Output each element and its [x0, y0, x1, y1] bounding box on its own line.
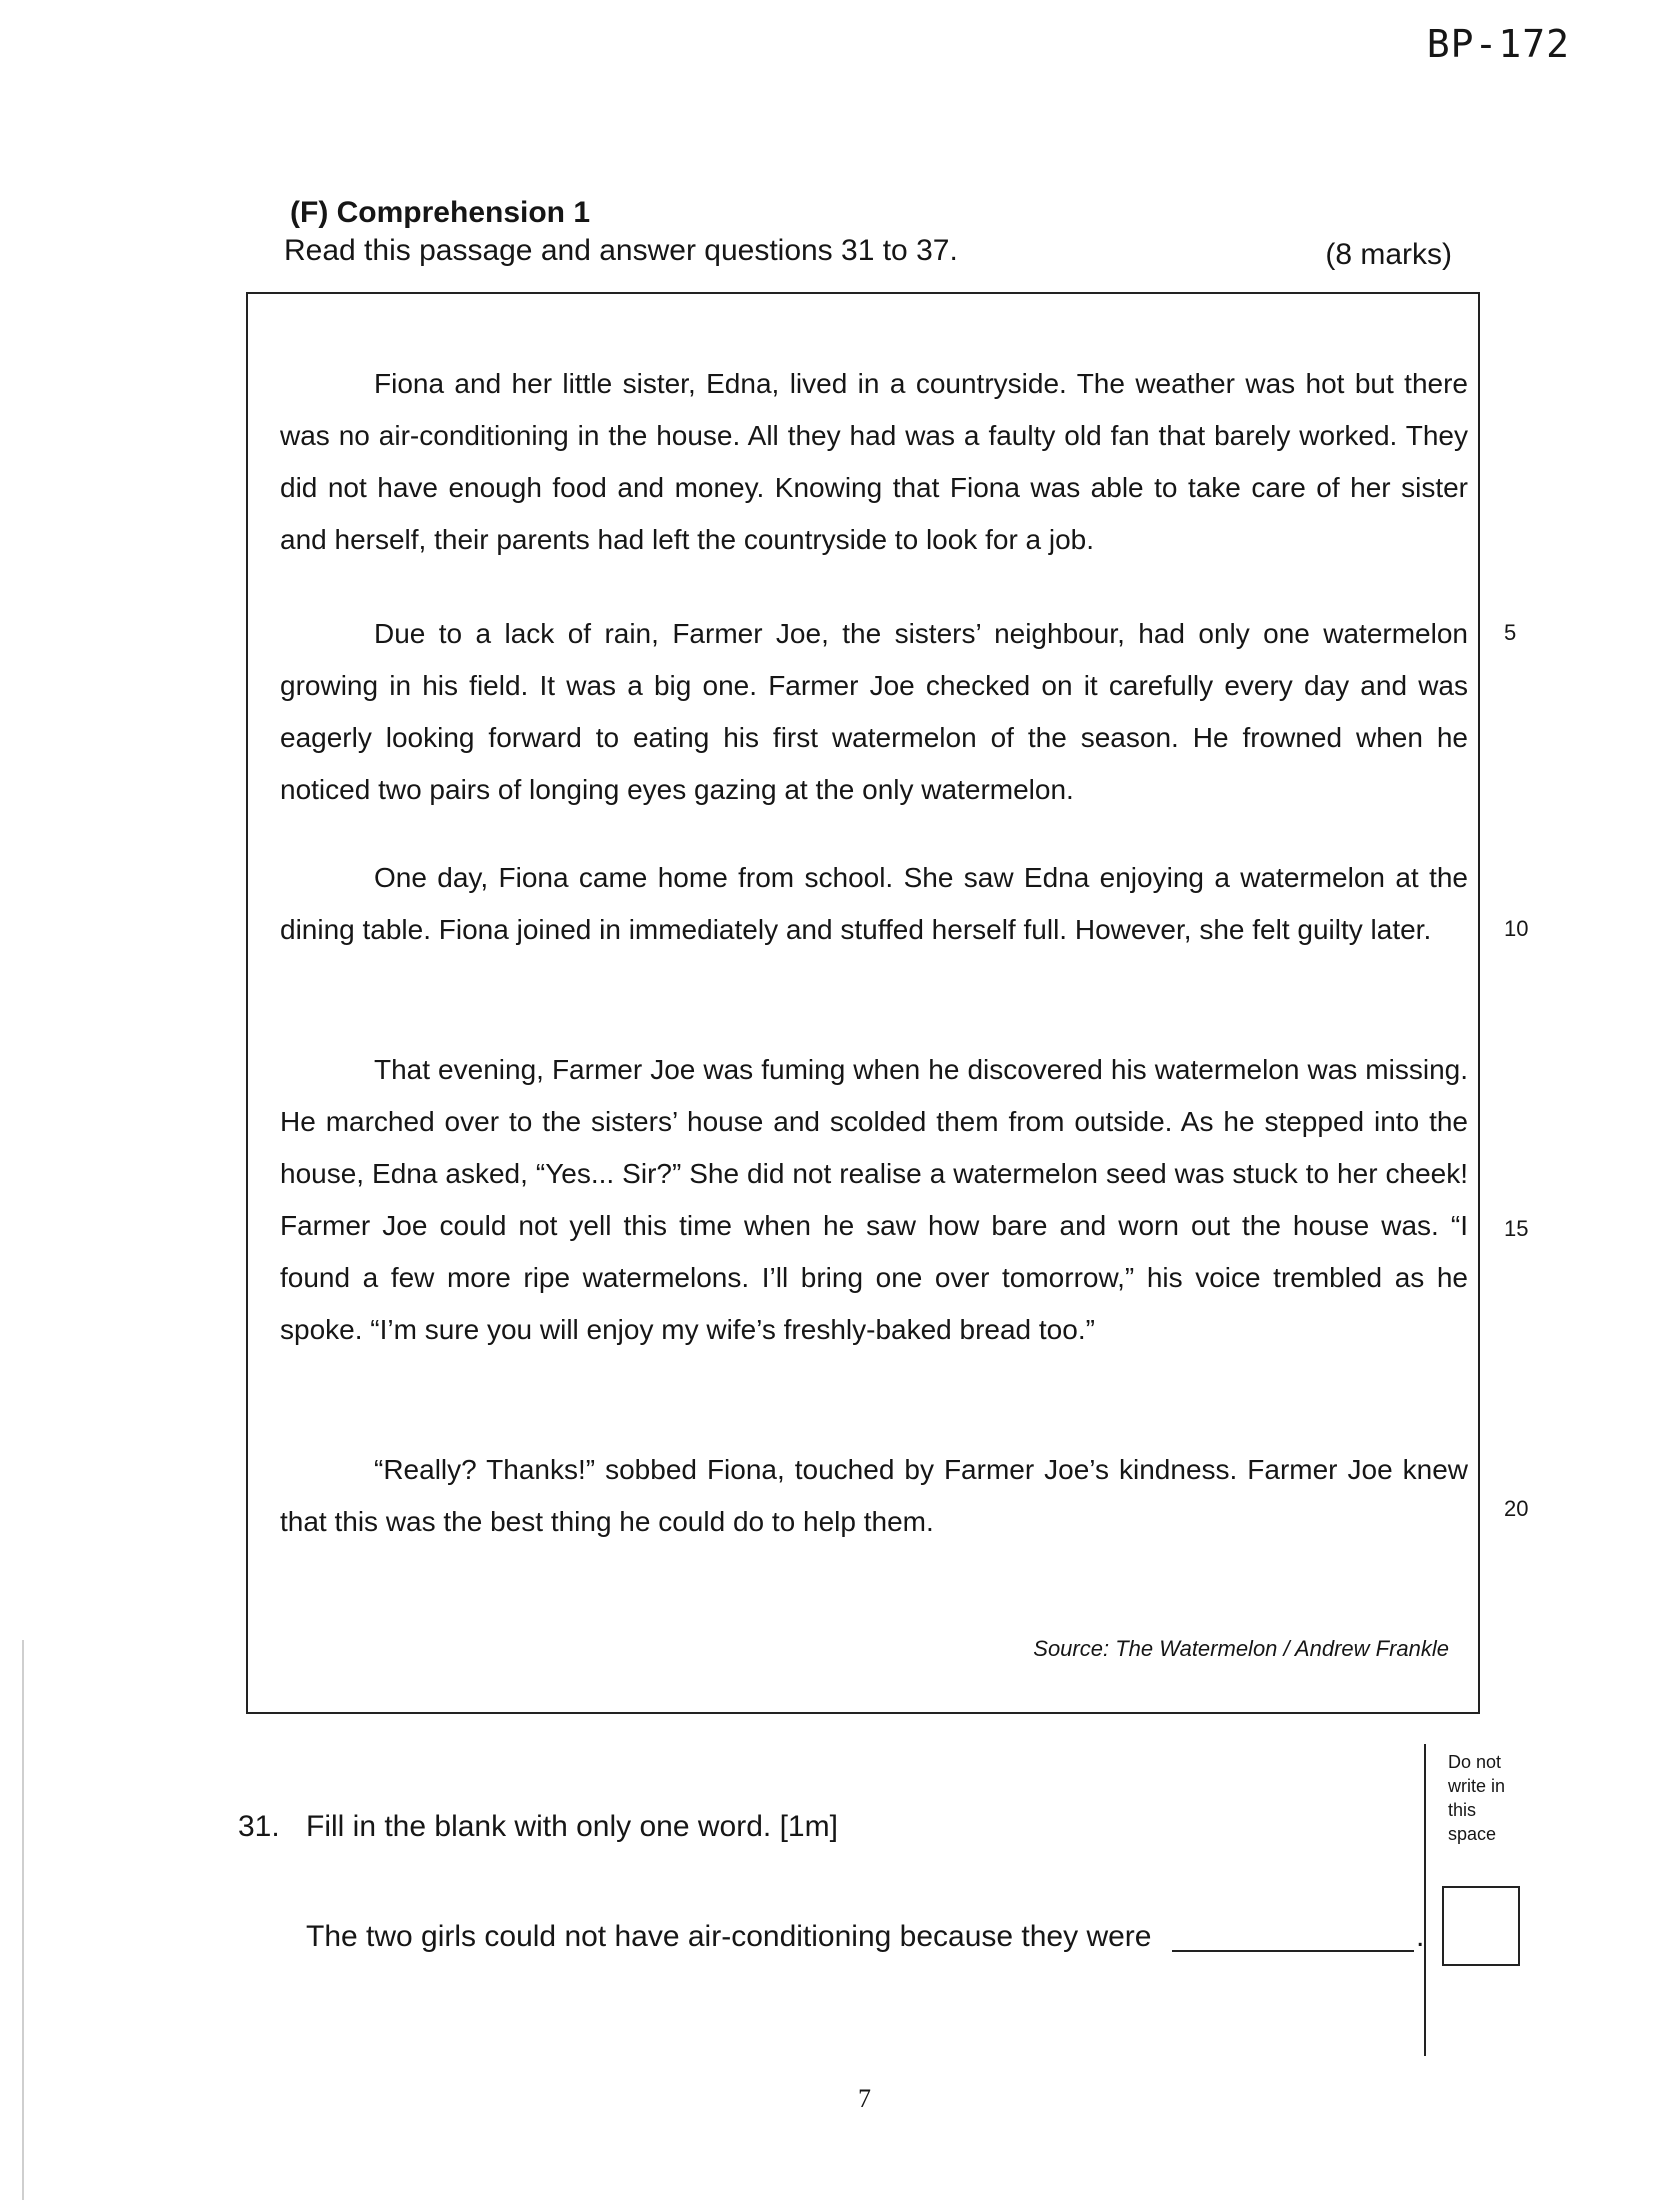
section-instruction: Read this passage and answer questions 31 to 37. — [284, 234, 958, 267]
page-number: 7 — [858, 2084, 871, 2113]
passage-paragraph-4: That evening, Farmer Joe was fuming when he discovered his watermelon was missing. He marched over to the sisters’ house and scolded them from outside. As he stepped into the house, Edna asked, “Yes... Sir?” She did not realise a watermelon seed was stuck to her cheek! Farmer Joe could not yell this time when he saw how bare and worn out the house was. “I found a few more ripe watermelons. I’ll bring one over tomorrow,” his voice trembled as he spoke. “I’m sure you will enjoy my wife’s freshly-baked bread too.” — [280, 1054, 1468, 1345]
passage-paragraph-2: Due to a lack of rain, Farmer Joe, the sisters’ neighbour, had only one watermelon growing in his field. It was a big one. Farmer Joe checked on it carefully every day and was eagerly looking forward to eating his first watermelon of the season. He frowned when he noticed two pairs of longing eyes gazing at the only watermelon. — [280, 618, 1468, 805]
answer-blank[interactable] — [1172, 1950, 1414, 1952]
line-number-10: 10 — [1504, 916, 1529, 941]
page-code: BP-172 — [1426, 22, 1570, 66]
passage-paragraph-3: One day, Fiona came home from school. She saw Edna enjoying a watermelon at the dining table. Fiona joined in immediately and stuffed herself full. However, she felt guilty later. — [280, 862, 1468, 945]
section-marks: (8 marks) — [1325, 238, 1452, 271]
do-not-write-note: Do not write in this space — [1448, 1752, 1506, 1844]
margin-rule — [1424, 1744, 1426, 2056]
question-number: 31. — [238, 1810, 280, 1843]
line-number-20: 20 — [1504, 1496, 1529, 1521]
scan-edge-line — [22, 1640, 24, 2200]
passage-source: Source: The Watermelon / Andrew Frankle — [1033, 1636, 1449, 1661]
passage-paragraph-1: Fiona and her little sister, Edna, lived in a countryside. The weather was hot but there was no air-conditioning in the house. All they had was a faulty old fan that barely worked. They did not have enough food and money. Knowing that Fiona was able to take care of her sister and herself, their parents had left the countryside to look for a job. — [280, 368, 1468, 555]
line-number-15: 15 — [1504, 1216, 1529, 1241]
section-title: (F) Comprehension 1 — [290, 196, 591, 229]
question-sentence: The two girls could not have air-conditioning because they were — [306, 1920, 1152, 1953]
passage-paragraph-5: “Really? Thanks!” sobbed Fiona, touched by Farmer Joe’s kindness. Farmer Joe knew that this was the best thing he could do to help them. — [280, 1454, 1468, 1537]
question-prompt: Fill in the blank with only one word. [1m] — [306, 1810, 838, 1843]
mark-box — [1442, 1886, 1520, 1966]
line-number-5: 5 — [1504, 620, 1517, 645]
answer-end-mark: . — [1416, 1920, 1425, 1953]
